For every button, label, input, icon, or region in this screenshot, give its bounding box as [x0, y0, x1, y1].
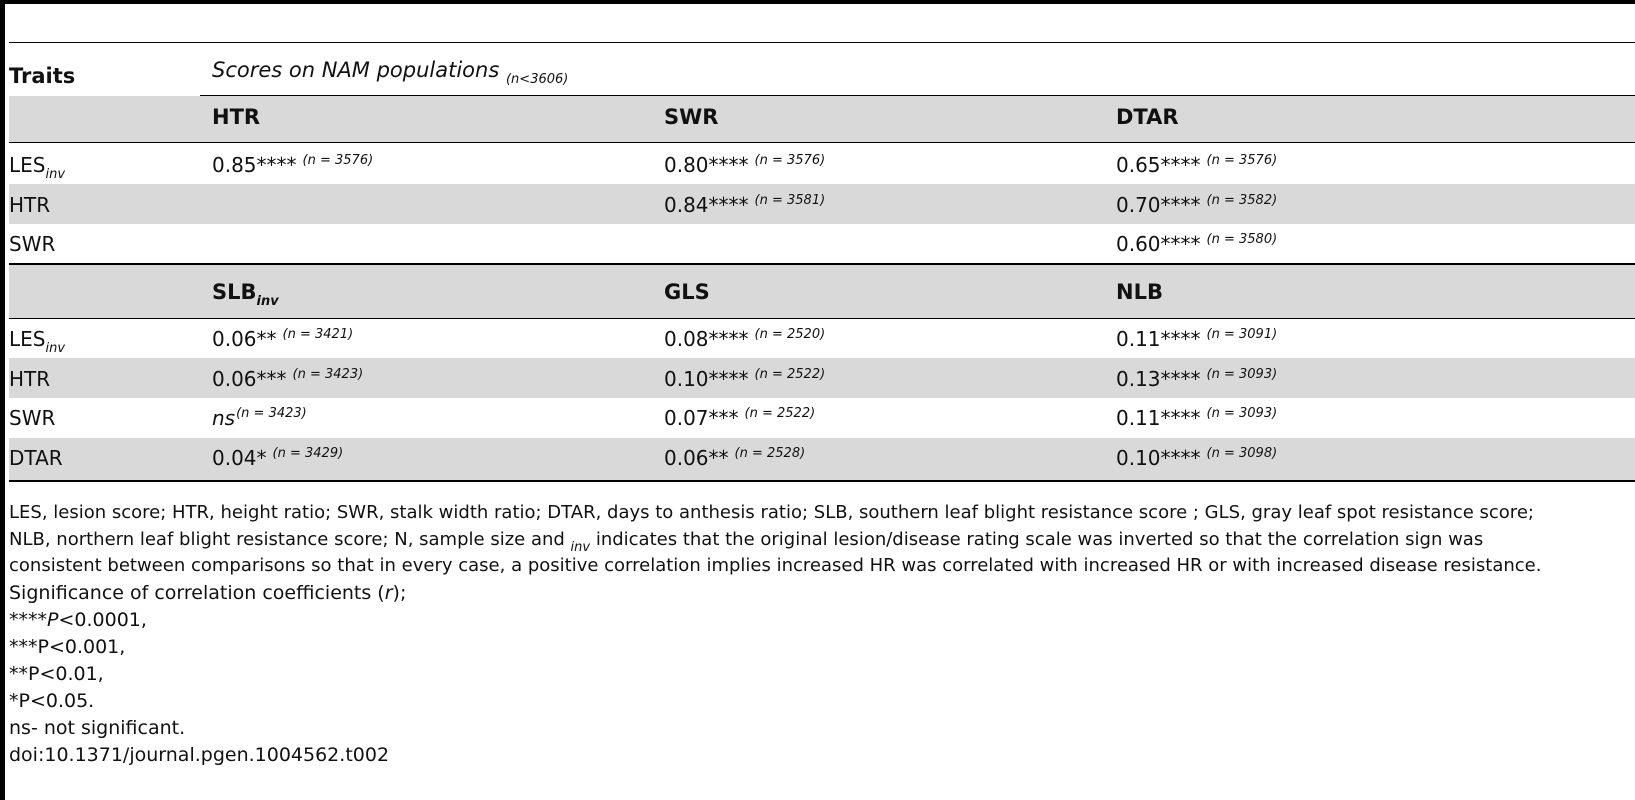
- table-cell: 0.07*** $^{(n = 2522)}$: [664, 406, 816, 430]
- row-label: SWR: [9, 406, 56, 430]
- significance-note: **P<0.01,: [9, 663, 104, 685]
- row-label: HTR: [9, 193, 51, 217]
- footnote-line: Significance of correlation coefficients (r);: [9, 582, 407, 604]
- table-cell: 0.60**** $^{(n = 3580)}$: [1116, 232, 1278, 256]
- table-cell: 0.13**** $^{(n = 3093)}$: [1116, 367, 1278, 391]
- table-cell: 0.11**** $^{(n = 3091)}$: [1116, 327, 1278, 351]
- row-label: SWR: [9, 232, 56, 256]
- traits-header: Traits: [9, 64, 76, 88]
- footnote-line: LES, lesion score; HTR, height ratio; SWR, stalk width ratio; DTAR, days to anthesis ratio; SLB, southern leaf blight resistance score ; GLS, gray leaf spot resistance score;: [9, 502, 1534, 523]
- table-cell: 0.85**** $^{(n = 3576)}$: [212, 153, 374, 177]
- col-header-dtar: DTAR: [1116, 105, 1179, 129]
- left-border: [0, 0, 5, 800]
- table-cell: 0.06** $^{(n = 3421)}$: [212, 327, 354, 351]
- table-cell: $ns^{(n = 3423)}$: [212, 406, 307, 430]
- col-header-swr: SWR: [664, 105, 719, 129]
- top-rule: [5, 0, 1635, 4]
- table-cell: 0.08**** $^{(n = 2520)}$: [664, 327, 826, 351]
- table-cell: 0.11**** $^{(n = 3093)}$: [1116, 406, 1278, 430]
- table-cell: 0.84**** $^{(n = 3581)}$: [664, 193, 826, 217]
- table-bottom-rule: [9, 480, 1635, 482]
- table-cell: 0.10**** $^{(n = 3098)}$: [1116, 446, 1278, 470]
- row-label: HTR: [9, 367, 51, 391]
- col-header-slb: $SLB_{inv}$: [212, 280, 279, 309]
- row-label: $LES_{inv}$: [9, 153, 66, 182]
- significance-note: *P<0.05.: [9, 690, 95, 712]
- row-label: $LES_{inv}$: [9, 327, 66, 356]
- significance-note: ***P<0.001,: [9, 636, 126, 658]
- scores-header: Scores on NAM populations $_{(n<3606)}$: [212, 58, 569, 87]
- table-cell: 0.70**** $^{(n = 3582)}$: [1116, 193, 1278, 217]
- col-header-nlb: NLB: [1116, 280, 1163, 304]
- footnote-line: NLB, northern leaf blight resistance score; N, sample size and $_{inv}$ indicates that the original lesion/disease rating scale was inverted so that the correlation sign was: [9, 529, 1484, 555]
- footnote-line: consistent between comparisons so that in every case, a positive correlation implies increased HR was correlated with increased HR or with increased disease resistance.: [9, 555, 1542, 576]
- ns-note: ns- not significant.: [9, 717, 186, 739]
- table-cell: 0.04* $^{(n = 3429)}$: [212, 446, 344, 470]
- header-rule-1: [9, 142, 1635, 143]
- table-cell: 0.06*** $^{(n = 3423)}$: [212, 367, 364, 391]
- table-cell: 0.06** $^{(n = 2528)}$: [664, 446, 806, 470]
- table-cell: 0.80**** $^{(n = 3576)}$: [664, 153, 826, 177]
- doi-text: doi:10.1371/journal.pgen.1004562.t002: [9, 744, 390, 766]
- table-cell: 0.10**** $^{(n = 2522)}$: [664, 367, 826, 391]
- table-top-rule: [9, 42, 1635, 43]
- table-cell: 0.65**** $^{(n = 3576)}$: [1116, 153, 1278, 177]
- significance-note: ****P<0.0001,: [9, 609, 147, 631]
- col-header-gls: GLS: [664, 280, 710, 304]
- header-rule-2: [9, 318, 1635, 319]
- col-header-htr: HTR: [212, 105, 261, 129]
- row-label: DTAR: [9, 446, 63, 470]
